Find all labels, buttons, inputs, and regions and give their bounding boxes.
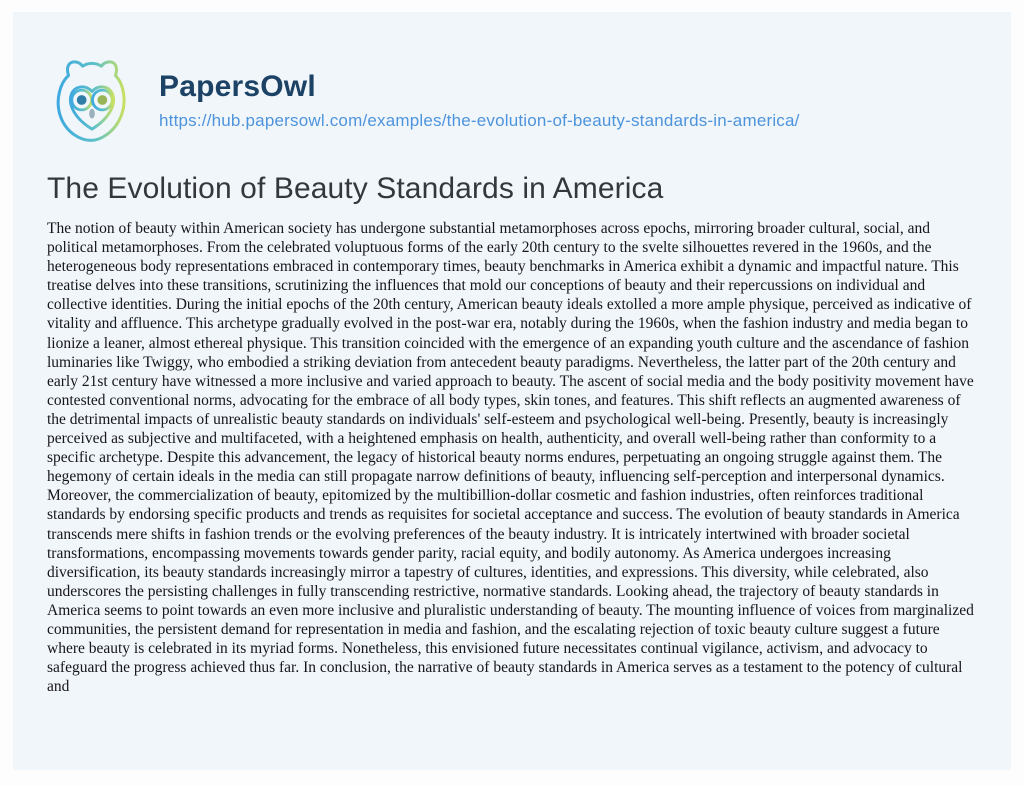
brand-name: PapersOwl bbox=[159, 69, 316, 103]
site-header bbox=[13, 12, 1011, 150]
owl-logo-icon bbox=[45, 50, 139, 150]
papersowl-logo bbox=[45, 50, 139, 150]
brand-block bbox=[159, 70, 800, 131]
content-card bbox=[13, 12, 1011, 770]
source-url-link[interactable]: https://hub.papersowl.com/examples/the-evolution-of-beauty-standards-in-america/ bbox=[159, 110, 800, 130]
page-title: The Evolution of Beauty Standards in America bbox=[47, 172, 664, 205]
essay-body-text: The notion of beauty within American society has undergone substantial metamorphoses across epochs, mirroring broader cultural, social, and political metamorphoses. From the celebrated voluptuous forms of the early 20th century to the svelte silhouettes revered in the 1960s, and the heterogeneous body representations embraced in contemporary times, beauty benchmarks in America exhibit a dynamic and impactful nature. This treatise delves into these transitions, scrutinizing the influences that mold our conceptions of beauty and their repercussions on individual and collective identities. During the initial epochs of the 20th century, American beauty ideals extolled a more ample physique, perceived as indicative of vitality and affluence. This archetype gradually evolved in the post-war era, notably during the 1960s, when the fashion industry and media began to lionize a leaner, almost ethereal physique. This transition coincided with the emergence of an expanding youth culture and the ascendance of fashion luminaries like Twiggy, who embodied a striking deviation from antecedent beauty paradigms. Nevertheless, the latter part of the 20th century and early 21st century have witnessed a more inclusive and varied approach to beauty. The ascent of social media and the body positivity movement have contested conventional norms, advocating for the embrace of all body types, skin tones, and features. This shift reflects an augmented awareness of the detrimental impacts of unrealistic beauty standards on individuals' self-esteem and psychological well-being. Presently, beauty is increasingly perceived as subjective and multifaceted, with a heightened emphasis on health, authenticity, and overall well-being rather than conformity to a specific archetype. Despite this advancement, the legacy of historical beauty norms endures, perpetuating an ongoing struggle against them. The hegemony of certain ideals in the media can still propagate narrow definitions of beauty, influencing self-perception and interpersonal dynamics. Moreover, the commercialization of beauty, epitomized by the multibillion-dollar cosmetic and fashion industries, often reinforces traditional standards by endorsing specific products and trends as requisites for societal acceptance and success. The evolution of beauty standards in America transcends mere shifts in fashion trends or the evolving preferences of the beauty industry. It is intricately intertwined with broader societal transformations, encompassing movements towards gender parity, racial equity, and bodily autonomy. As America undergoes increasing diversification, its beauty standards increasingly mirror a tapestry of cultures, identities, and expressions. This diversity, while celebrated, also underscores the persisting challenges in fully transcending restrictive, normative standards. Looking ahead, the trajectory of beauty standards in America seems to point towards an even more inclusive and pluralistic understanding of beauty. The mounting influence of voices from marginalized communities, the persistent demand for representation in media and fashion, and the escalating rejection of toxic beauty culture suggest a future where beauty is celebrated in its myriad forms. Nonetheless, this envisioned future necessitates continual vigilance, activism, and advocacy to safeguard the progress achieved thus far. In conclusion, the narrative of beauty standards in America serves as a testament to the potency of cultural and bbox=[47, 220, 974, 696]
article bbox=[13, 172, 1011, 696]
